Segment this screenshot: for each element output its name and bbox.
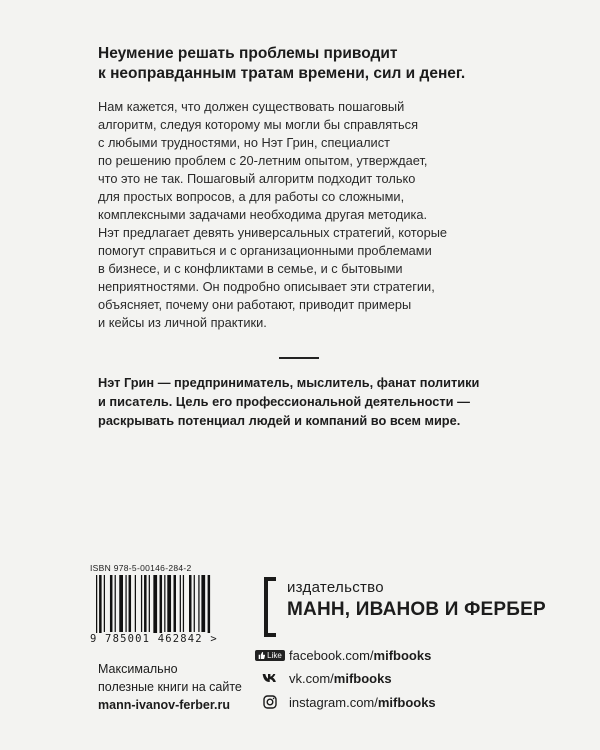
paragraph-line: для простых вопросов, а для работы со сложными, xyxy=(98,189,405,204)
website-promo-line: Максимально xyxy=(98,662,178,676)
instagram-icon xyxy=(259,695,281,709)
section-divider xyxy=(279,357,319,359)
like-text: Like xyxy=(267,650,282,660)
publisher-label: издательство xyxy=(287,579,384,596)
author-bio xyxy=(98,373,518,430)
isbn-digits-text: 9 785001 462842 > xyxy=(90,633,218,645)
website-promo xyxy=(98,660,268,714)
paragraph-line: комплексными задачами необходима другая методика. xyxy=(98,207,428,222)
headline xyxy=(98,44,518,84)
isbn-label: ISBN 978-5-00146-284-2 xyxy=(90,563,192,573)
vk-link[interactable] xyxy=(259,669,392,687)
website-url[interactable]: mann-ivanov-ferber.ru xyxy=(98,698,230,712)
headline-line: к неоправданным тратам времени, сил и денег. xyxy=(98,65,466,82)
vk-icon xyxy=(259,673,281,683)
facebook-like-icon xyxy=(259,650,281,661)
bio-line: Нэт Грин — предприниматель, мыслитель, фанат политики xyxy=(98,375,480,390)
social-handle: mifbooks xyxy=(373,647,432,663)
paragraph-line: в бизнесе, и с конфликтами в семье, и с бытовыми xyxy=(98,261,403,276)
publisher-bracket-mark xyxy=(264,577,276,637)
description-paragraph-2 xyxy=(98,224,498,332)
paragraph-line: с любыми трудностями, но Нэт Грин, специалист xyxy=(98,135,390,150)
social-handle: mifbooks xyxy=(377,694,436,710)
social-prefix: vk.com/ xyxy=(289,670,334,686)
facebook-link[interactable] xyxy=(259,646,431,664)
headline-line: Неумение решать проблемы приводит xyxy=(98,45,398,62)
bio-line: раскрывать потенциал людей и компаний во всем мире. xyxy=(98,413,461,428)
publisher-name: МАНН, ИВАНОВ И ФЕРБЕР xyxy=(287,599,546,620)
social-prefix: facebook.com/ xyxy=(289,647,374,663)
instagram-link[interactable] xyxy=(259,693,436,711)
social-handle: mifbooks xyxy=(333,670,392,686)
paragraph-line: помогут справиться и с организационными проблемами xyxy=(98,243,432,258)
website-promo-line: полезные книги на сайте xyxy=(98,680,242,694)
isbn-digits xyxy=(90,633,250,645)
paragraph-line: что это не так. Пошаговый алгоритм подходит только xyxy=(98,171,416,186)
paragraph-line: Нэт предлагает девять универсальных стратегий, которые xyxy=(98,225,448,240)
bio-line: и писатель. Цель его профессиональной деятельности — xyxy=(98,394,470,409)
description-paragraph-1 xyxy=(98,98,498,224)
social-prefix: instagram.com/ xyxy=(289,694,378,710)
paragraph-line: и кейсы из личной практики. xyxy=(98,315,267,330)
paragraph-line: алгоритм, следуя которому мы могли бы справляться xyxy=(98,117,418,132)
paragraph-line: по решению проблем с 20-летним опытом, утверждает, xyxy=(98,153,428,168)
paragraph-line: неприятностями. Он подробно описывает эти стратегии, xyxy=(98,279,435,294)
paragraph-line: Нам кажется, что должен существовать пошаговый xyxy=(98,99,405,114)
paragraph-line: объясняет, почему они работают, приводит примеры xyxy=(98,297,412,312)
